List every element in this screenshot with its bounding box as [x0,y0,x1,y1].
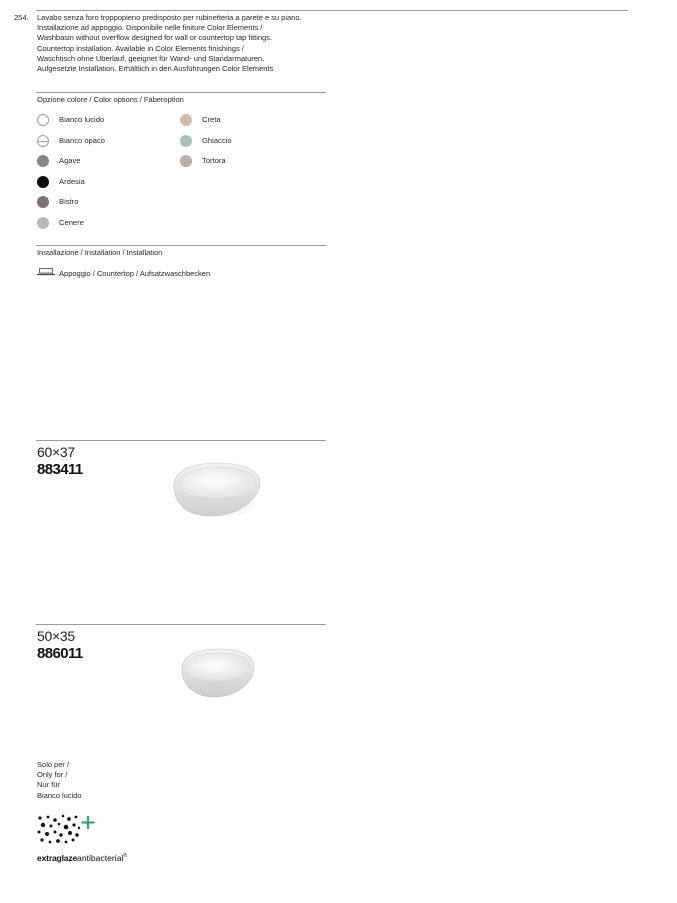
product-size: 50×35 [37,628,75,644]
description-line: Waschtisch ohne Überlauf, geeignet für Wand- und Standarmaturen. [37,53,265,63]
swatch-label: Bianco opaco [59,136,106,145]
installation-title: Installazione / Installation / Installation [37,248,163,257]
description-line: Aufgesetzte Installation. Erhältlich in den Ausführungen Color Elements [37,64,274,74]
swatch-label: Ardesia [59,177,85,186]
swatch-bianco-lucido [37,114,49,126]
note-line: Bianco lucido [37,790,82,800]
swatch-label: Bistro [59,197,79,206]
note-line: Solo per / [37,760,70,769]
product-code: 883411 [37,461,83,478]
registered-mark: ® [123,853,128,859]
description-line: Installazione ad appoggio. Disponibile nelle finiture Color Elements / [37,23,263,33]
swatch-label: Creta [202,115,221,124]
extraglaze-logo-text [37,851,127,864]
product-rule [36,440,326,441]
swatch-creta [180,114,192,126]
swatch-tortora [180,155,192,167]
extraglaze-dots-icon [36,813,98,845]
swatch-label: Bianco lucido [59,115,105,124]
swatch-cenere [37,217,49,229]
color-options-title: Opzione colore / Color options / Faberoption [37,95,184,104]
finish-note [37,760,82,801]
swatch-ardesia [37,176,49,188]
product-description [37,13,302,74]
color-options-rule [36,92,326,93]
product-code: 886011 [37,645,83,662]
installation-label: Appoggio / Countertop / Aufsatzwaschbecken [59,269,211,278]
note-line: Nur für [37,780,60,790]
swatch-bistro [37,196,49,208]
swatch-label: Agave [59,156,81,165]
description-line: Washbasin without overflow designed for wall or countertop tap fittings. [37,33,273,43]
swatch-label: Ghiaccio [202,136,232,145]
product-size: 60×37 [37,444,75,460]
extraglaze-suffix: antibacterial [77,852,124,863]
swatch-agave [37,155,49,167]
page-number: 254. [14,13,29,22]
installation-rule [36,245,326,246]
swatch-bianco-opaco [37,135,49,147]
top-rule [36,10,628,11]
washbasin-image-large [170,458,264,522]
description-line: Lavabo senza foro troppopieno predisposto per rubinetteria a parete e su piano. [37,13,302,22]
swatch-label: Tortora [202,156,226,165]
description-line: Countertop installation. Available in Color Elements finishings / [37,43,244,53]
countertop-icon [37,268,55,277]
extraglaze-brand: extraglaze [37,852,78,863]
matte-indicator [38,141,48,142]
washbasin-image-small [178,645,258,701]
swatch-label: Cenere [59,218,84,227]
swatch-ghiaccio [180,135,192,147]
product-rule [36,624,326,625]
note-line: Only for / [37,770,68,780]
